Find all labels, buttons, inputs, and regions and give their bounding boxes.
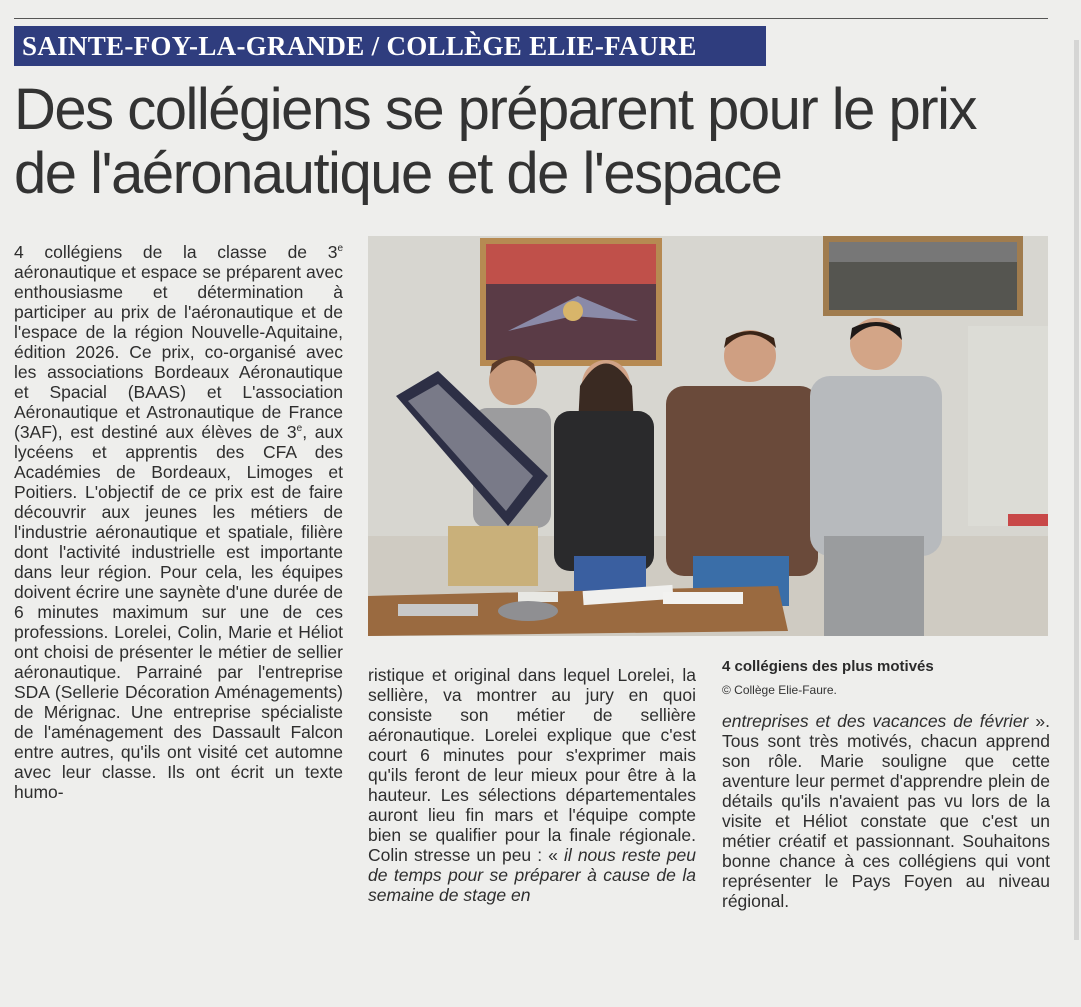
article-column-1 [14, 242, 343, 802]
headline-line-1: Des collégiens se préparent pour le prix [14, 77, 976, 142]
top-rule [14, 18, 1048, 19]
article-photo [368, 236, 1048, 636]
headline-line-2: de l'aéronautique et de l'espace [14, 141, 782, 206]
column-2-text: ristique et original dans lequel Lorelei, la sellière, va montrer au jury en quoi consiste son métier de sellière aéronautique. Lorelei explique que c'est court 6 minutes pour s'exprimer mais qu'ils feront de leur mieux pour être à la hauteur. Les sélections départementales auront lieu fin mars et l'équipe compte bien se qualifier pour la finale régionale. Colin stresse un peu : « il nous reste peu de temps pour se préparer à cause de la semaine de stage en [368, 665, 697, 905]
column-1-text: 4 collégiens de la classe de 3e aéronautique et espace se préparent avec enthousiasme et détermination à participer au prix de l'aéronautique et de l'espace de la région Nouvelle-Aquitaine, édition 2026. Ce prix, co-organisé avec les associations Bordeaux Aéronautique et Spacial (BAAS) et L'association Aéronautique et Astronautique de France (3AF), est destiné aux élèves de 3e, aux lycéens et apprentis des CFA des Académies de Bordeaux, Limoges et Poitiers. L'objectif de ce prix est de faire découvrir aux jeunes les métiers de l'industrie aéronautique et spatiale, filière dont l'activité industrielle est importante dans leur région. Pour cela, les équipes doivent écrire une saynète d'une durée de 6 minutes maximum sur une de ces professions. Lorelei, Colin, Marie et Héliot ont choisi de présenter le métier de sellier aéronautique. Parrainé par l'entreprise SDA (Sellerie Décoration Aménagements) de Mérignac. Une entreprise spécialiste de l'aménagement des Dassault Falcon entre autres, qu'ils ont visité cet automne avec leur classe. Ils ont écrit un texte humo- [14, 242, 343, 802]
classroom-photo-illustration [368, 236, 1048, 636]
headline [14, 78, 1054, 206]
article-column-2 [368, 665, 696, 905]
article-column-3 [722, 711, 1050, 911]
photo-caption: 4 collégiens des plus motivés [722, 658, 934, 675]
section-kicker: SAINTE-FOY-LA-GRANDE / COLLÈGE ELIE-FAURE [14, 26, 766, 66]
column-3-text: entreprises et des vacances de février ». Tous sont très motivés, chacun apprend son rôle. Marie souligne que cette aventure leur permet d'apprendre plein de détails qu'ils n'avaient pas vu lors de la visite et Héliot constate que c'est un métier créatif et passionnant. Souhaitons bonne chance à ces collégiens qui vont représenter le Pays Foyen au niveau régional. [722, 711, 1050, 911]
photo-credit: © Collège Elie-Faure. [722, 683, 837, 697]
page-edge [1074, 40, 1079, 940]
